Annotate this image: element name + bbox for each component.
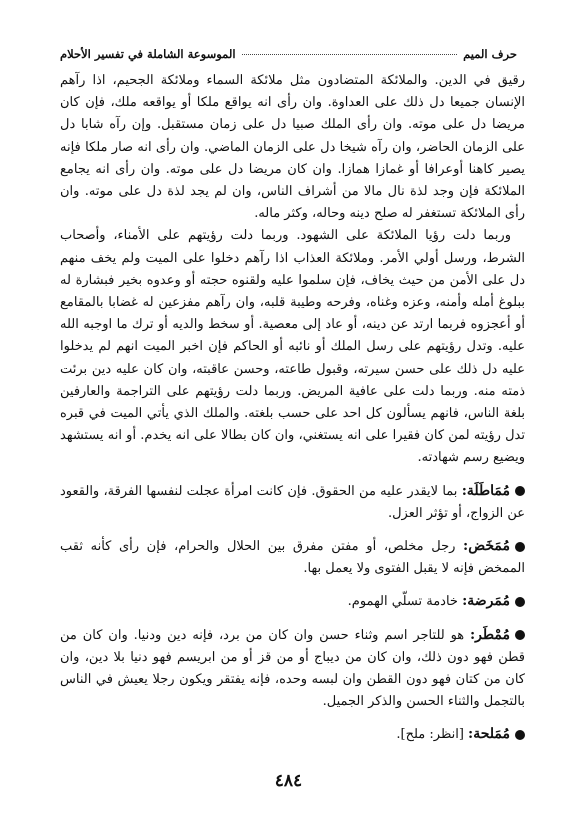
page-content	[60, 70, 525, 747]
body-paragraph-1: رقيق في الدين. والملائكة المتضادون مثل ملائكة السماء وملائكة الجحيم، اذا رآهم الإنسان جميعا دل ذلك على العداوة. وان رأى انه يواقع ملكا أو يواقعه ملك، فإن كان مريضا دل على موته. وان رأى الملك صبيا دل على زمان مستقبل. وإن رآه شابا دل على الزمان الحاضر، وان رآه شيخا دل على الزمان الماضي. وان رأى انه صار ملكا فإنه يصير كاهنا أوعرافا أو غمازا همازا. وان كان مريضا دل على موته. وان رأى انه يجامع الملائكة فإن وجد لذة نال مالا من أشراف الناس، وان لم يجد لذة دل على موته. وان رأى الملائكة تستغفر له صلح دينه وحاله، وكثر ماله.	[60, 73, 525, 222]
entry-definition: [انظر: ملح].	[396, 727, 469, 743]
bullet-icon	[515, 597, 525, 607]
entry-term: مُمَاطَلَة:	[461, 482, 510, 499]
dictionary-entry	[60, 535, 525, 580]
entry-term: مُمَخَض:	[463, 538, 510, 555]
dictionary-entry	[60, 723, 525, 746]
book-title: الموسوعة الشاملة في تفسير الأحلام	[60, 47, 236, 61]
entry-definition: بما لايقدر عليه من الحقوق. فإن كانت امرأة عجلت لنفسها الفرقة، والقعود عن الزواج، أو تؤثر العزل.	[60, 483, 525, 521]
bullet-icon	[515, 630, 525, 640]
entry-definition: رجل مخلص، أو مفتن مفرق بين الحلال والحرام، فإن رأى كأنه ثقب الممخض فإنه لا يقبل الفتوى ولا يعمل بها.	[60, 539, 525, 577]
entry-definition: هو للتاجر اسم وثناء حسن وان كان من برد، فإنه دين ودنيا. وان كان من قطن فهو دون ذلك، وان كان من ديباج أو من قز أو من ابريسم فهو دنيا بلا دين، وان كان من كتان فهو دون القطن وان لبسه وحده، فإنه يفتقر ويكون رجلا يعيش في الناس بالتجمل والثناء الحسن والذكر الجميل.	[60, 627, 525, 710]
entry-term: مُمَرضة:	[462, 593, 510, 610]
running-header	[60, 44, 517, 64]
bullet-icon	[515, 542, 525, 552]
dictionary-entry	[60, 624, 525, 714]
header-dotted-leader	[242, 54, 458, 55]
entry-term: مُمْطَر:	[470, 626, 510, 643]
entry-term: مُمَلحة:	[468, 726, 510, 743]
dictionary-entry	[60, 590, 525, 613]
entry-definition: خادمة تسلّي الهموم.	[347, 594, 463, 610]
bullet-icon	[515, 486, 525, 496]
page-number: ٤٨٤	[274, 771, 303, 791]
section-title: حرف الميم	[463, 47, 517, 61]
bullet-icon	[515, 730, 525, 740]
body-paragraph-2: وربما دلت رؤيا الملائكة على الشهود. وربما دلت رؤيتهم على الأمناء، وأصحاب الشرط، ورسل أولي الأمر. وملائكة العذاب اذا رآهم دخلوا على الميت ولم يخف منهم دل على الأمن من حيث يخاف، فإن سلموا عليه ولقنوه حجته أو وعدوه بخير فبشارة له ببلوغ أمله وأمنه، وعزه وغناه، وفرحه وطيبة قلبه، وان رآهم مفزعين له غضابا بالمقامع أو أعجزوه فربما ارتد عن دينه، أو عاد إلى معصية. أو سخط والديه أو ترك ما اوجبه الله عليه. وتدل رؤيتهم على رسل الملك أو نائبه أو الحاكم فإن اخبر الميت انهم لم يدخلوا عليه دل ذلك على حسن سيرته، وقبول طاعته، وحسن عاقبته، وان كان عليه دين برئت ذمته منه. وربما دلت على عافية المريض. وربما دلت رؤيتهم على التراجمة والعارفين بلغة الناس، فانهم يسألون كل احد على حسب بلغته. والملك الذي يأتي الميت في قبره تدل رؤيته لمن كان فقيرا على انه يستغني، وان كان بطالا على انه يخدم. أو انه يستشهد ويضيع رسم شهادته.	[60, 228, 525, 466]
dictionary-entry	[60, 480, 525, 525]
